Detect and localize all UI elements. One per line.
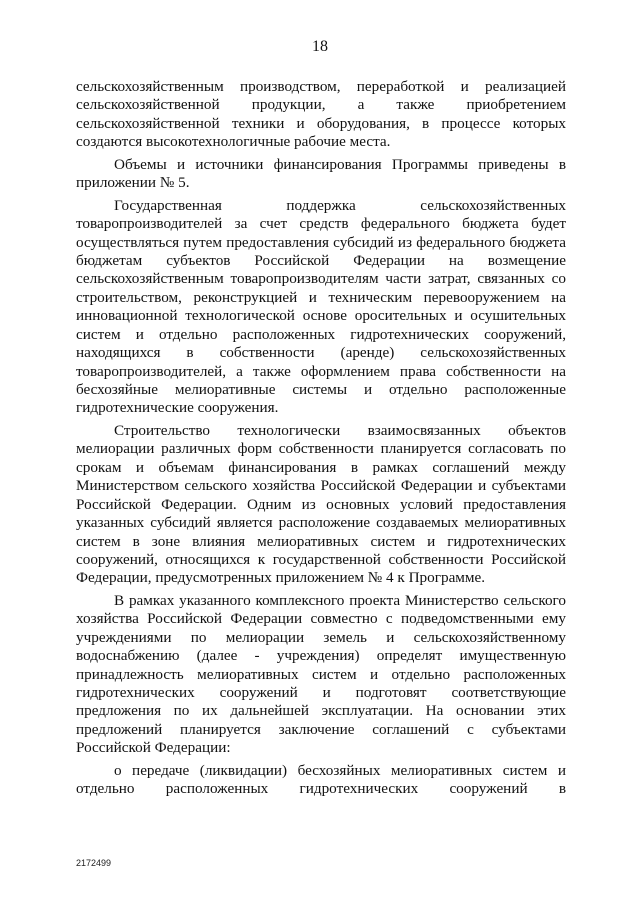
text-line: осуществляться путем предоставления субсидий из федерального бюджета	[76, 233, 566, 251]
text-line: Российской Федерации:	[76, 739, 231, 757]
text-line: Федерации, предусмотренных приложением № 4 к Программе.	[76, 569, 486, 587]
text-line: В рамках указанного комплексного проекта Министерство сельского	[114, 591, 566, 609]
text-line: водоснабжению (далее - учреждения) определят имущественную	[76, 647, 566, 665]
text-line: хозяйства Российской Федерации совместно с подведомственными ему	[76, 610, 566, 628]
text-line: систем в зоне влияния мелиоративных систем и гидротехнических	[76, 532, 566, 550]
text-line: сельскохозяйственным товаропроизводителям части затрат, связанных со	[76, 270, 566, 288]
text-line: сельскохозяйственным производством, переработкой и реализацией	[76, 78, 566, 95]
page-number: 18	[312, 38, 328, 55]
text-line: приложении № 5.	[76, 174, 190, 192]
text-line: отдельно расположенных гидротехнических сооружений в	[76, 780, 566, 798]
text-line: мелиорации различных форм собственности планируется согласовать по	[76, 440, 566, 458]
text-line: бесхозяйные мелиоративные системы и отдельно расположенные	[76, 381, 566, 398]
text-line: создаются высокотехнологичные рабочие места.	[76, 133, 391, 151]
text-line: принадлежность мелиоративных систем и отдельно расположенных	[76, 665, 566, 683]
paragraph	[76, 592, 566, 758]
text-line: учреждениями по мелиорации земель и сельскохозяйственному	[76, 628, 566, 646]
text-line: сельскохозяйственной продукции, а также приобретением	[76, 96, 566, 114]
text-line: Министерством сельского хозяйства Российской Федерации и субъектами	[76, 477, 566, 495]
text-line: Российской Федерации. Одним из основных условий предоставления	[76, 495, 566, 513]
text-line: систем и отдельно расположенных гидротехнических сооружений,	[76, 325, 566, 343]
text-line: Объемы и источники финансирования Программы приведены в	[114, 155, 566, 173]
text-line: гидротехнических сооружений и подготовят соответствующие	[76, 684, 566, 701]
paragraph	[76, 197, 566, 418]
paragraph	[76, 762, 566, 799]
text-line: срокам и объемам финансирования в рамках соглашений между	[76, 458, 566, 476]
text-line: строительством, реконструкцией и техническим перевооружением на	[76, 288, 566, 306]
text-line: товаропроизводителей, а также оформлением права собственности на	[76, 362, 566, 380]
text-line: Государственная поддержка сельскохозяйственных	[114, 196, 566, 214]
document-code: 2172499	[76, 858, 112, 868]
text-line: товаропроизводителей за счет средств федерального бюджета будет	[76, 215, 566, 233]
text-line: сооружений, относящихся к государственной собственности Российской	[76, 550, 566, 568]
text-line: находящихся в собственности (аренде) сельскохозяйственных	[76, 344, 566, 362]
text-line: предложений планируется заключение соглашений с субъектами	[76, 720, 566, 738]
text-line: предложения по их дальнейшей эксплуатации. На основании этих	[76, 702, 566, 720]
paragraph	[76, 156, 566, 193]
text-line: указанных субсидий является расположение создаваемых мелиоративных	[76, 514, 566, 532]
text-line: Строительство технологически взаимосвязанных объектов	[114, 421, 566, 439]
text-line: о передаче (ликвидации) бесхозяйных мелиоративных систем и	[114, 761, 566, 779]
text-line: сельскохозяйственной техники и оборудования, в процессе которых	[76, 114, 566, 132]
paragraph	[76, 422, 566, 588]
document-body	[76, 78, 566, 799]
paragraph	[76, 78, 566, 152]
text-line: бюджетам субъектов Российской Федерации на возмещение	[76, 251, 566, 269]
text-line: гидротехнические сооружения.	[76, 399, 279, 417]
text-line: инновационной технологической основе оросительных и осушительных	[76, 307, 566, 325]
